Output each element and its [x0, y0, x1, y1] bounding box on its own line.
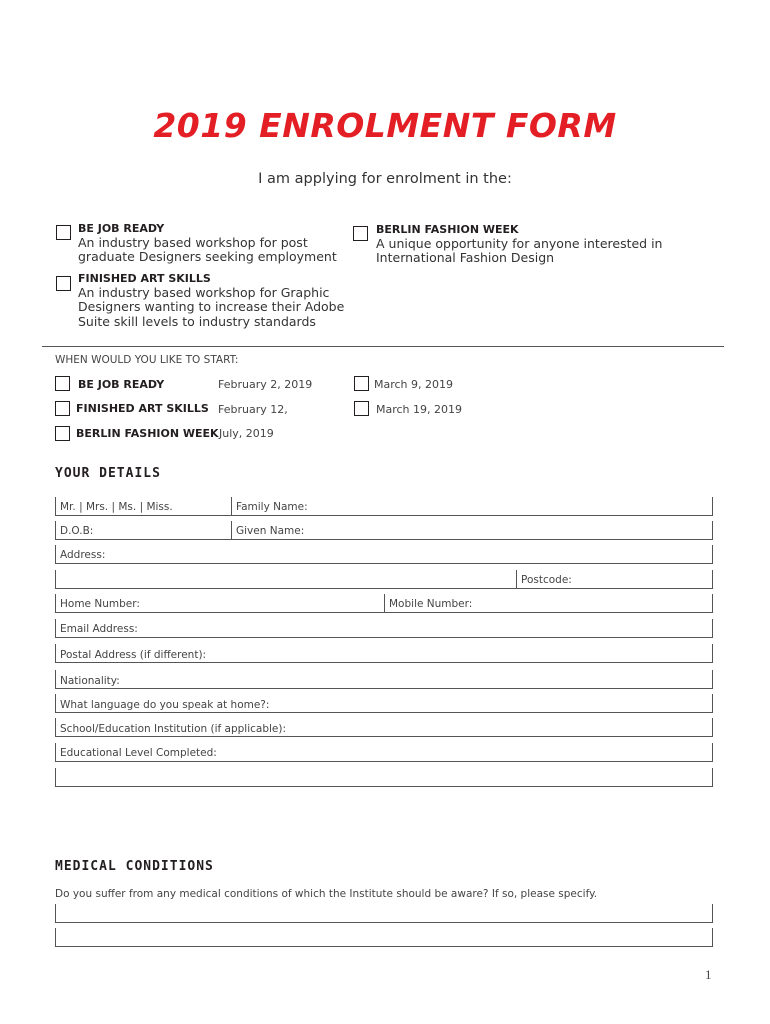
school-label: School/Education Institution (if applicable): — [60, 723, 287, 735]
your-details-heading: YOUR DETAILS — [55, 466, 161, 481]
start-job-ready-date-2: March 9, 2019 — [374, 378, 454, 391]
start-job-ready-date-1: February 2, 2019 — [218, 378, 313, 391]
address-label: Address: — [60, 549, 106, 561]
start-job-ready-name: BE JOB READY — [78, 378, 165, 391]
address-line-2-row[interactable] — [55, 570, 713, 589]
medical-heading: MEDICAL CONDITIONS — [55, 859, 214, 874]
start-berlin-name: BERLIN FASHION WEEK — [76, 427, 219, 440]
job-ready-desc-2: graduate Designers seeking employment — [78, 249, 337, 264]
mobile-number-label: Mobile Number: — [389, 598, 473, 610]
form-subtitle: I am applying for enrolment in the: — [258, 171, 512, 187]
art-skills-desc-2: Designers wanting to increase their Adobe — [78, 299, 345, 314]
postcode-divider — [516, 570, 517, 589]
nationality-row[interactable] — [55, 670, 713, 689]
email-row[interactable] — [55, 619, 713, 638]
job-ready-desc-1: An industry based workshop for post — [78, 235, 308, 250]
dob-label: D.O.B: — [60, 525, 94, 537]
email-label: Email Address: — [60, 623, 138, 635]
medical-answer-row-2[interactable] — [55, 928, 713, 947]
education-level-answer-row[interactable] — [55, 768, 713, 787]
start-job-ready-date-2-checkbox[interactable] — [354, 376, 369, 391]
page-number: 1 — [705, 967, 712, 982]
home-number-label: Home Number: — [60, 598, 140, 610]
address-row[interactable] — [55, 545, 713, 564]
start-art-skills-checkbox[interactable] — [55, 401, 70, 416]
medical-question: Do you suffer from any medical conditions of which the Institute should be aware? If so, please specify. — [55, 888, 598, 900]
berlin-desc-2: International Fashion Design — [376, 250, 555, 265]
berlin-desc-1: A unique opportunity for anyone interested in — [376, 236, 663, 251]
art-skills-title: FINISHED ART SKILLS — [78, 272, 211, 285]
start-art-skills-date-2-checkbox[interactable] — [354, 401, 369, 416]
start-berlin-checkbox[interactable] — [55, 426, 70, 441]
art-skills-desc-1: An industry based workshop for Graphic — [78, 285, 330, 300]
start-job-ready-checkbox[interactable] — [55, 376, 70, 391]
language-label: What language do you speak at home?: — [60, 699, 270, 711]
start-art-skills-name: FINISHED ART SKILLS — [76, 402, 209, 415]
berlin-checkbox[interactable] — [353, 226, 368, 241]
medical-answer-row-1[interactable] — [55, 904, 713, 923]
job-ready-checkbox[interactable] — [56, 225, 71, 240]
start-label: WHEN WOULD YOU LIKE TO START: — [55, 354, 239, 366]
job-ready-title: BE JOB READY — [78, 222, 165, 235]
education-level-label: Educational Level Completed: — [60, 747, 217, 759]
postcode-label: Postcode: — [521, 574, 572, 586]
phone-row-divider — [384, 594, 385, 613]
postal-address-label: Postal Address (if different): — [60, 649, 207, 661]
start-berlin-date-1: July, 2019 — [219, 427, 274, 440]
art-skills-desc-3: Suite skill levels to industry standards — [78, 314, 316, 329]
title-field-label: Mr. | Mrs. | Ms. | Miss. — [60, 501, 173, 513]
start-art-skills-date-1: February 12, — [218, 403, 288, 416]
dob-row-divider — [231, 521, 232, 540]
family-name-label: Family Name: — [236, 501, 308, 513]
nationality-label: Nationality: — [60, 675, 120, 687]
dob-row[interactable] — [55, 521, 713, 540]
berlin-title: BERLIN FASHION WEEK — [376, 223, 519, 236]
form-title: 2019 ENROLMENT FORM — [153, 106, 617, 145]
given-name-label: Given Name: — [236, 525, 305, 537]
art-skills-checkbox[interactable] — [56, 276, 71, 291]
name-row-divider — [231, 497, 232, 516]
start-art-skills-date-2: March 19, 2019 — [376, 403, 463, 416]
section-divider — [42, 346, 724, 347]
